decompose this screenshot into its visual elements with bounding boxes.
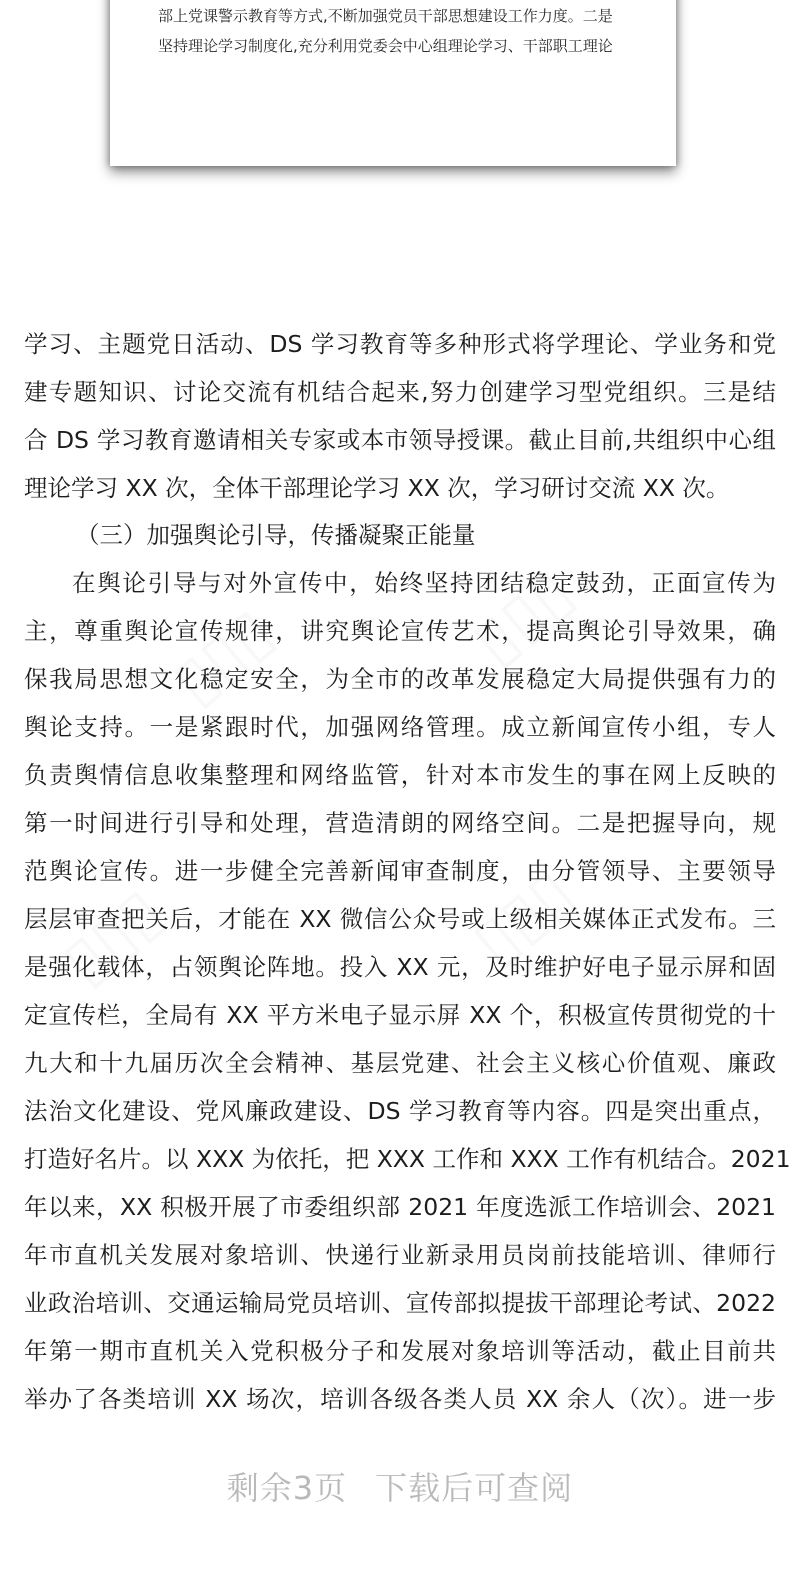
paragraph-line: 法治文化建设、党风廉政建设、DS 学习教育等内容。四是突出重点， [24,1097,776,1125]
paragraph-line: 在舆论引导与对外宣传中，始终坚持团结稳定鼓劲，正面宣传为 [72,569,776,597]
paragraph-line: 业政治培训、交通运输局党员培训、宣传部拟提拔干部理论考试、2022 [24,1289,776,1317]
watermark: ▯▯▯ [458,554,588,680]
preview-text-line: 部上党课警示教育等方式,不断加强党员干部思想建设工作力度。二是 [158,7,613,25]
watermark: ▯▯▯ [48,874,178,1000]
paragraph-line: 年第一期市直机关入党积极分子和发展对象培训等活动，截止目前共 [24,1337,776,1365]
paragraph-line: 建专题知识、讨论交流有机结合起来,努力创建学习型党组织。三是结 [24,378,776,406]
paragraph-line: 范舆论宣传。进一步健全完善新闻审查制度，由分管领导、主要领导 [24,857,776,885]
paragraph-line: 九大和十九届历次全会精神、基层党建、社会主义核心价值观、廉政 [24,1049,776,1077]
paragraph-line: 举办了各类培训 XX 场次，培训各级各类人员 XX 余人（次）。进一步 [24,1385,776,1413]
paragraph-line: 第一时间进行引导和处理，营造清朗的网络空间。二是把握导向，规 [24,809,776,837]
paragraph-line: 打造好名片。以 XXX 为依托，把 XXX 工作和 XXX 工作有机结合。2021 [24,1145,791,1173]
page-preview-card [110,0,676,166]
paragraph-line: 理论学习 XX 次，全体干部理论学习 XX 次，学习研讨交流 XX 次。 [24,474,730,502]
preview-text-line: 坚持理论学习制度化,充分利用党委会中心组理论学习、干部职工理论 [158,37,613,55]
paragraph-line: 年以来，XX 积极开展了市委组织部 2021 年度选派工作培训会、2021 [24,1193,776,1221]
remaining-pages-notice[interactable] [0,1466,800,1510]
paragraph-line: 层层审查把关后，才能在 XX 微信公众号或上级相关媒体正式发布。三 [24,905,776,933]
watermark: ▯▯▯ [458,854,588,980]
paragraph-line: 主，尊重舆论宣传规律，讲究舆论宣传艺术，提高舆论引导效果，确 [24,617,776,645]
paragraph-line: 定宣传栏，全局有 XX 平方米电子显示屏 XX 个，积极宣传贯彻党的十 [24,1001,776,1029]
watermark: ▯▯▯ [158,594,288,720]
paragraph-line: 舆论支持。一是紧跟时代，加强网络管理。成立新闻宣传小组，专人 [24,713,776,741]
paragraph-line: 保我局思想文化稳定安全，为全市的改革发展稳定大局提供强有力的 [24,665,776,693]
paragraph-line: 负责舆情信息收集整理和网络监管，针对本市发生的事在网上反映的 [24,761,776,789]
paragraph-line: 是强化载体，占领舆论阵地。投入 XX 元，及时维护好电子显示屏和固 [24,953,776,981]
paragraph-line: 学习、主题党日活动、DS 学习教育等多种形式将学理论、学业务和党 [24,330,776,358]
section-heading: （三）加强舆论引导，传播凝聚正能量 [76,521,476,549]
download-to-view-label: 下载后可查阅 [375,1469,574,1507]
remaining-pages-label: 剩余3页 [226,1469,348,1507]
paragraph-line: 合 DS 学习教育邀请相关专家或本市领导授课。截止目前,共组织中心组 [24,426,776,454]
paragraph-line: 年市直机关发展对象培训、快递行业新录用员岗前技能培训、律师行 [24,1241,776,1269]
